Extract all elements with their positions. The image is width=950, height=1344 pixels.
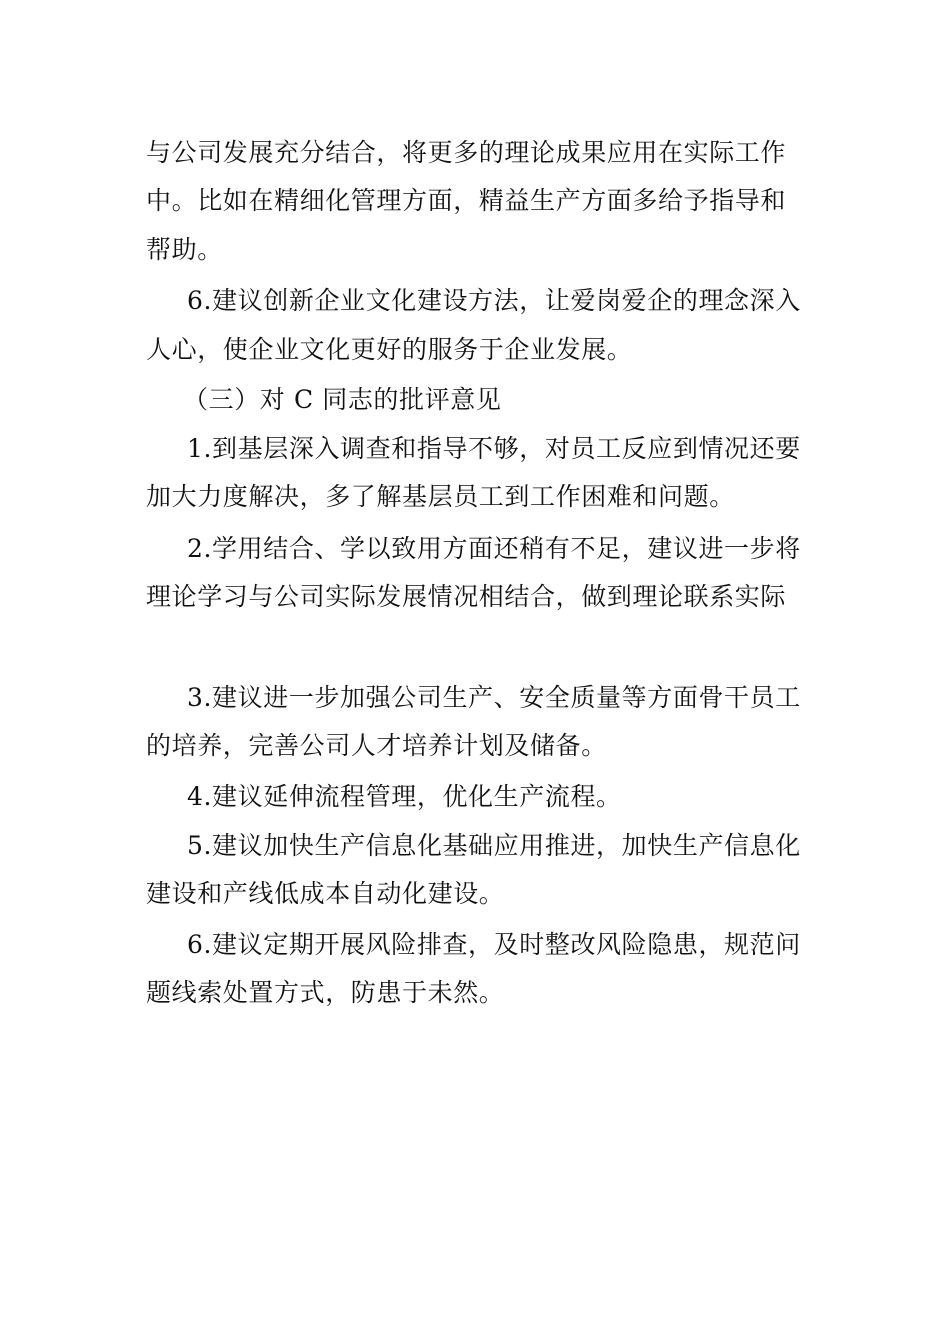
body-text-line: 2.学用结合、学以致用方面还稍有不足，建议进一步将 — [187, 534, 801, 563]
body-text-line: 3.建议进一步加强公司生产、安全质量等方面骨干员工 — [187, 683, 801, 712]
body-text-line: 5.建议加快生产信息化基础应用推进，加快生产信息化 — [187, 831, 801, 860]
body-text-line: 4.建议延伸流程管理，优化生产流程。 — [187, 782, 622, 811]
body-text-line: 1.到基层深入调查和指导不够，对员工反应到情况还要 — [187, 434, 801, 463]
body-text-line: 帮助。 — [146, 235, 223, 264]
body-text-line: 建设和产线低成本自动化建设。 — [146, 879, 505, 908]
body-text-line: 与公司发展充分结合，将更多的理论成果应用在实际工作 — [146, 138, 787, 167]
section-heading: （三）对 C 同志的批评意见 — [183, 385, 502, 414]
body-text-line: 6.建议定期开展风险排查，及时整改风险隐患，规范问 — [187, 930, 801, 959]
body-text-line: 理论学习与公司实际发展情况相结合，做到理论联系实际 — [146, 582, 787, 611]
body-text-line: 中。比如在精细化管理方面，精益生产方面多给予指导和 — [146, 186, 787, 215]
body-text-line: 题线索处置方式，防患于未然。 — [146, 978, 505, 1007]
body-text-line: 加大力度解决，多了解基层员工到工作困难和问题。 — [146, 482, 735, 511]
body-text-line: 6.建议创新企业文化建设方法，让爱岗爱企的理念深入 — [187, 286, 801, 315]
body-text-line: 人心，使企业文化更好的服务于企业发展。 — [146, 335, 633, 364]
body-text-line: 的培养，完善公司人才培养计划及储备。 — [146, 731, 607, 760]
